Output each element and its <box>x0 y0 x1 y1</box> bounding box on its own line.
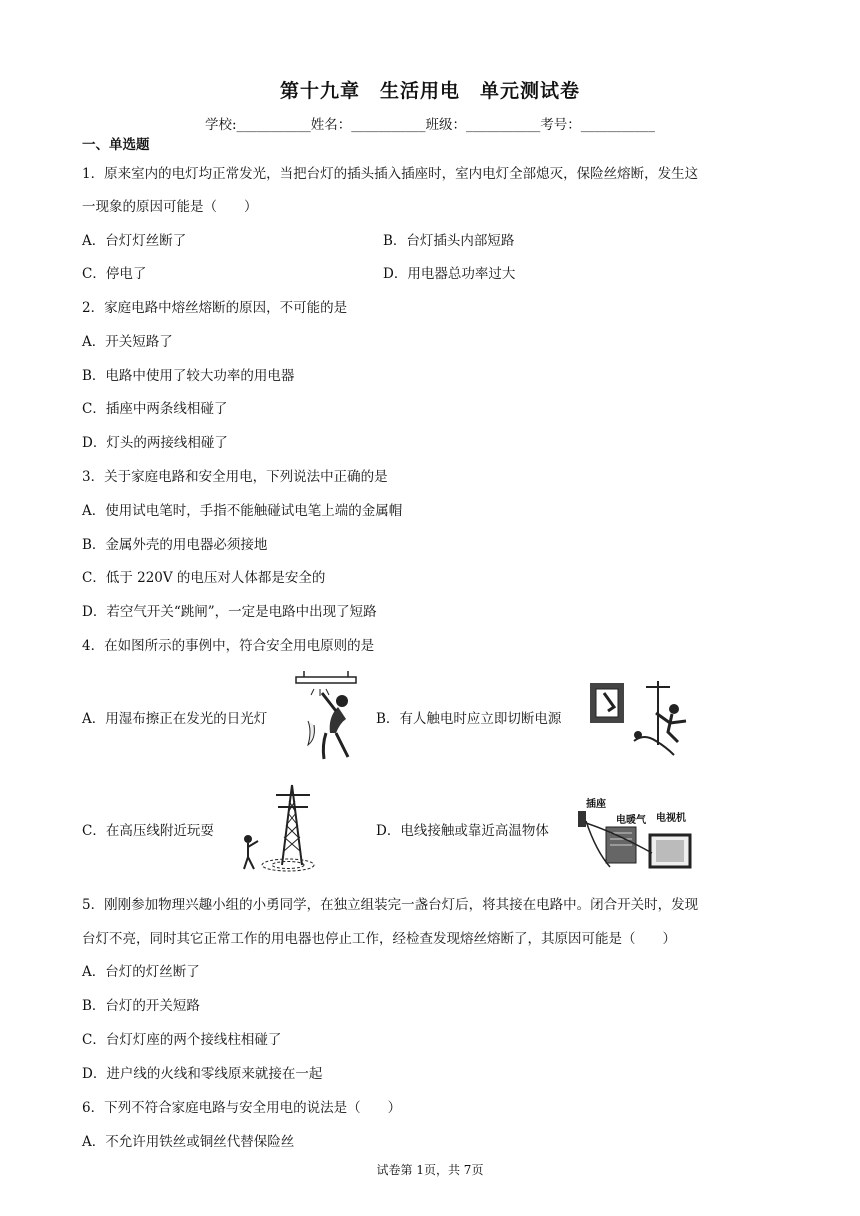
question-6-stem: 6．下列不符合家庭电路与安全用电的说法是（ ） <box>82 1100 402 1116</box>
question-4-option-b: B．有人触电时应立即切断电源 <box>376 711 562 727</box>
question-3-option-a: A．使用试电笔时，手指不能触碰试电笔上端的金属帽 <box>82 503 403 519</box>
question-2-option-a: A．开关短路了 <box>82 334 173 350</box>
question-5-option-a: A．台灯的灯丝断了 <box>82 964 200 980</box>
question-4-stem: 4．在如图所示的事例中，符合安全用电原则的是 <box>82 638 375 654</box>
question-5-stem-line-2: 台灯不亮，同时其它正常工作的用电器也停止工作，经检查发现熔丝熔断了，其原因可能是（ ） <box>82 931 676 947</box>
question-4-option-d: D．电线接触或靠近高温物体 <box>376 823 549 839</box>
section-heading: 一、单选题 <box>82 137 150 153</box>
question-5-option-d: D．进户线的火线和零线原来就接在一起 <box>82 1066 323 1082</box>
figure-a-wet-cloth-lamp <box>286 671 366 761</box>
question-5-stem-line-1: 5．刚刚参加物理兴趣小组的小勇同学，在独立组装完一盏台灯后，将其接在电路中。闭合开关时，发现 <box>82 897 699 913</box>
page-title: 第十九章 生活用电 单元测试卷 <box>279 80 580 102</box>
question-2-option-b: B．电路中使用了较大功率的用电器 <box>82 368 295 384</box>
question-2-option-c: C．插座中两条线相碰了 <box>82 401 228 417</box>
page-footer: 试卷第 1页，共 7页 <box>376 1163 484 1177</box>
question-1-option-a: A．台灯灯丝断了 <box>82 233 187 249</box>
figure-b-cut-power <box>586 679 696 759</box>
question-2-stem: 2．家庭电路中熔丝熔断的原因，不可能的是 <box>82 300 348 316</box>
question-5-option-c: C．台灯灯座的两个接线柱相碰了 <box>82 1032 282 1048</box>
figure-d-label-heater: 电暖气 <box>616 815 646 826</box>
figure-d-wire-near-heater <box>574 795 694 871</box>
question-3-option-b: B．金属外壳的用电器必须接地 <box>82 537 268 553</box>
question-5-option-b: B．台灯的开关短路 <box>82 998 200 1014</box>
figure-d-label-socket: 插座 <box>586 799 606 810</box>
figure-d-label-tv: 电视机 <box>656 813 686 824</box>
question-1-stem-line-2: 一现象的原因可能是（ ） <box>82 199 258 215</box>
question-1-option-c: C．停电了 <box>82 266 147 282</box>
question-3-option-c: C．低于 220V 的电压对人体都是安全的 <box>82 570 326 586</box>
question-4-option-a: A．用湿布擦正在发光的日光灯 <box>82 711 268 727</box>
question-1-option-d: D．用电器总功率过大 <box>383 266 516 282</box>
question-1-stem-line-1: 1．原来室内的电灯均正常发光，当把台灯的插头插入插座时，室内电灯全部熄灭，保险丝熔断，发生这 <box>82 166 699 182</box>
student-info-line: 学校:___________姓名：___________班级：___________考号：___________ <box>204 117 656 133</box>
question-3-option-d: D．若空气开关“跳闸”，一定是电路中出现了短路 <box>82 604 377 620</box>
question-1-option-b: B．台灯插头内部短路 <box>383 233 515 249</box>
question-2-option-d: D．灯头的两接线相碰了 <box>82 435 228 451</box>
question-6-option-a: A．不允许用铁丝或铜丝代替保险丝 <box>82 1134 295 1150</box>
question-3-stem: 3．关于家庭电路和安全用电，下列说法中正确的是 <box>82 469 388 485</box>
figure-c-high-voltage-tower <box>236 781 318 877</box>
question-4-option-c: C．在高压线附近玩耍 <box>82 823 214 839</box>
